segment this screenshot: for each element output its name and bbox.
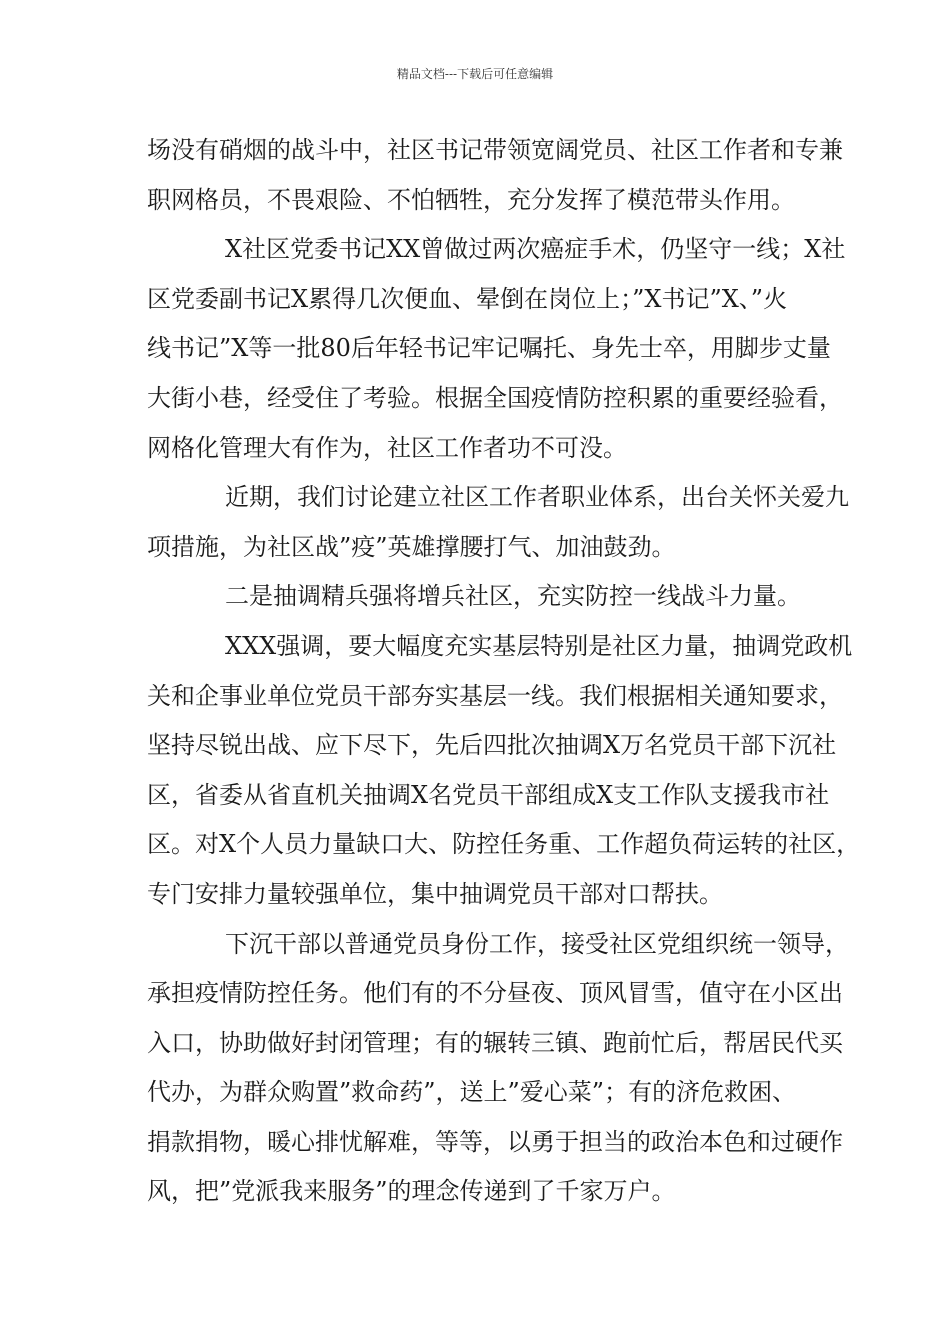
paragraph	[147, 920, 849, 1218]
paragraph	[147, 126, 843, 225]
text-line: X社区党委书记XX曾做过两次癌症手术，仍坚守一线；X社	[225, 235, 846, 264]
text-line: 区，省委从省直机关抽调X名党员干部组成X支工作队支援我市社	[147, 780, 830, 809]
text-line: 网格化管理大有作为，社区工作者功不可没。	[147, 433, 627, 462]
text-line: 场没有硝烟的战斗中，社区书记带领宽阔党员、社区工作者和专兼	[147, 136, 843, 164]
text-line: 专门安排力量较强单位，集中抽调党员干部对口帮扶。	[147, 879, 723, 908]
text-line: 项措施，为社区战”疫”英雄撑腰打气、加油鼓劲。	[147, 532, 676, 561]
text-line: XXX强调，要大幅度充实基层特别是社区力量，抽调党政机	[225, 631, 853, 660]
paragraph	[147, 225, 846, 473]
text-line: 线书记”X等一批80后年轻书记牢记嘱托、身先士卒，用脚步丈量	[147, 334, 831, 363]
text-line: 风，把”党派我来服务”的理念传递到了千家万户。	[147, 1177, 676, 1206]
text-line: 关和企事业单位党员干部夯实基层一线。我们根据相关通知要求，	[147, 681, 843, 710]
paragraph	[147, 473, 849, 572]
text-line: 入口，协助做好封闭管理；有的辗转三镇、跑前忙后，帮居民代买	[147, 1028, 843, 1057]
text-line: 代办，为群众购置”救命药”，送上”爱心菜”；有的济危救困、	[147, 1078, 797, 1107]
text-line: 二是抽调精兵强将增兵社区，充实防控一线战斗力量。	[225, 582, 801, 611]
document-body	[147, 126, 861, 1217]
text-line: 区党委副书记X累得几次便血、晕倒在岗位上；”X书记”X、”火	[147, 284, 788, 313]
text-line: 坚持尽锐出战、应下尽下，先后四批次抽调X万名党员干部下沉社	[147, 731, 837, 760]
page-header: 精品文档---下载后可任意编辑	[396, 67, 554, 81]
paragraph	[147, 622, 861, 920]
paragraph	[147, 572, 827, 622]
text-line: 职网格员，不畏艰险、不怕牺牲，充分发挥了模范带头作用。	[147, 185, 795, 214]
text-line: 区。对X个人员力量缺口大、防控任务重、工作超负荷运转的社区，	[147, 830, 861, 859]
text-line: 大街小巷，经受住了考验。根据全国疫情防控积累的重要经验看，	[147, 383, 843, 412]
text-line: 下沉干部以普通党员身份工作，接受社区党组织统一领导，	[225, 929, 849, 958]
text-line: 近期，我们讨论建立社区工作者职业体系，出台关怀关爱九	[225, 483, 849, 512]
text-line: 承担疫情防控任务。他们有的不分昼夜、顶风冒雪，值守在小区出	[147, 979, 843, 1008]
text-line: 捐款捐物，暖心排忧解难，等等，以勇于担当的政治本色和过硬作	[147, 1127, 843, 1156]
